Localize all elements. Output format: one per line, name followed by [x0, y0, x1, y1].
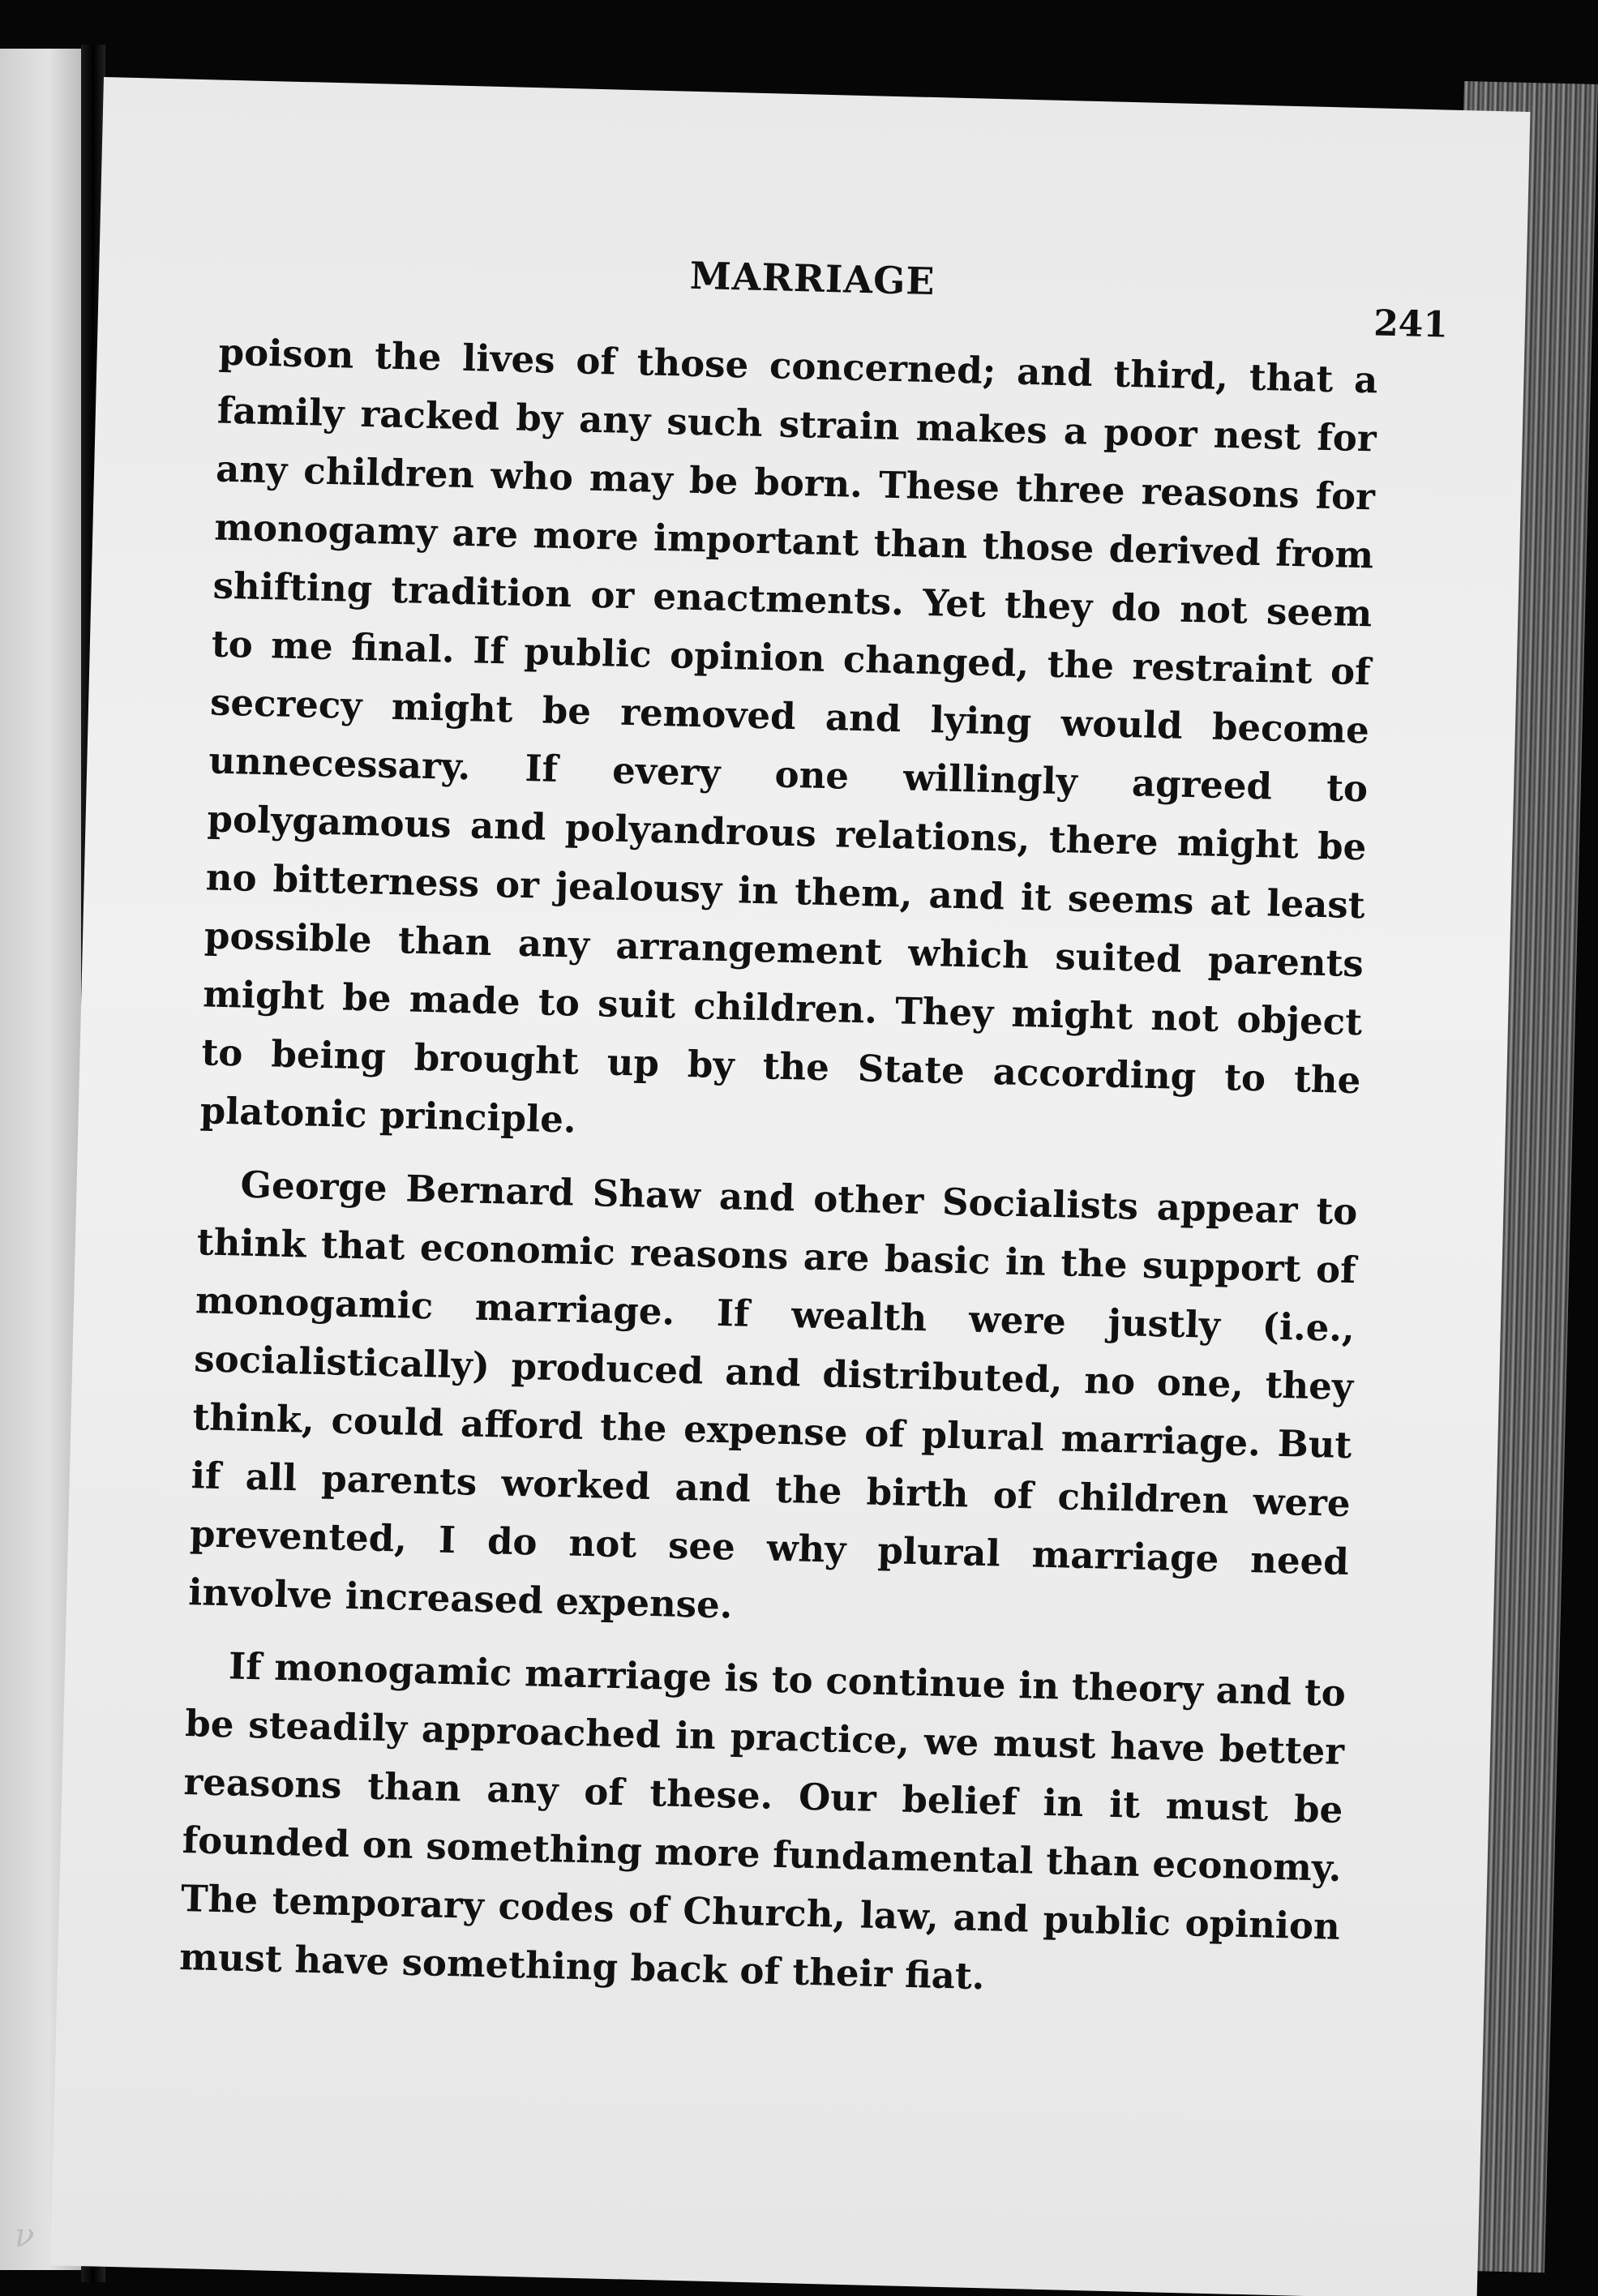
- paragraph: If monogamic marriage is to continue in theory and to be steadily approached in practice, we must have better reasons than any of these. Our belief in it must be founded on something more fundamental than economy. The temporary codes of Church, law, and public opinion must have something back of their fiat.: [178, 1644, 1347, 1998]
- page-body: [178, 323, 1378, 2029]
- page-number: 241: [1373, 302, 1449, 346]
- book-page: [50, 77, 1530, 2296]
- running-head: MARRIAGE: [689, 253, 936, 304]
- paragraph: poison the lives of those concerned; and third, that a family racked by any such strain makes a poor nest for any children who may be born. These three reasons for monogamy are more important than those derived from shifting tradition or enactments. Yet they do not seem to me final. If public opinion changed, the restraint of secrecy might be removed and lying would become unnecessary. If every one willingly agreed to polygamous and polyandrous relations, there might be no bitterness or jealousy in them, and it seems at least possible than any arrangement which suited parents might be made to suit children. They might not object to being brought up by the State according to the platonic principle.: [199, 330, 1378, 1142]
- margin-mark: ν: [15, 2217, 35, 2255]
- paragraph: George Bernard Shaw and other Socialists appear to think that economic reasons are basic in the support of monogamic marriage. If wealth were justly (i.e., socialistically) produced and distributed, no one, they think, could afford the expense of plural marriage. But if all parents worked and the birth of children were prevented, I do not see why plural marriage need involve increased expense.: [187, 1163, 1358, 1627]
